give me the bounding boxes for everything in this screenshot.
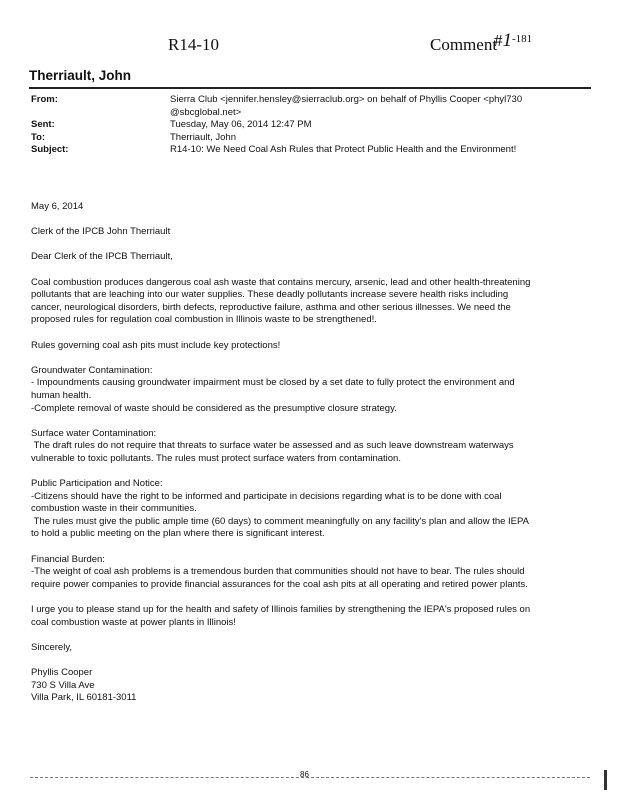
subject-value: R14-10: We Need Coal Ash Rules that Protect Public Health and the Environment! (170, 144, 517, 156)
comment-number-rest: -181 (512, 33, 533, 45)
from-value-line: Sierra Club <jennifer.hensley@sierraclub.org> on behalf of Phyllis Cooper <phyl730 (170, 94, 523, 105)
signature-block (31, 667, 587, 705)
subject-label: Subject: (31, 144, 69, 156)
letter-body (31, 201, 587, 705)
subject-row (31, 144, 591, 157)
to-value: Therriault, John (170, 131, 237, 143)
text-line: combustion waste in their communities. (31, 503, 197, 515)
text-line: -The weight of coal ash problems is a tremendous burden that communities should not have to bear. The rules should (31, 566, 525, 578)
signoff: Sincerely, (31, 641, 73, 653)
section-heading: Public Participation and Notice: (31, 478, 163, 490)
text-line: - Impoundments causing groundwater impairment must be closed by a set date to fully protect the environment and (31, 377, 515, 389)
section-participation (31, 478, 587, 541)
paragraph-intro (31, 277, 587, 327)
text-line: pollutants that are leaching into our water supplies. These deadly pollutants increase severe health risks including (31, 289, 509, 301)
footer-divider (30, 777, 590, 779)
comment-number (494, 30, 532, 52)
text-line: proposed rules for regulation coal combustion in Illinois waste to be strengthened!. (31, 314, 377, 326)
comment-number-handwritten: 1 (502, 30, 512, 51)
recipient-name: Therriault, John (29, 68, 132, 83)
email-metadata (31, 94, 591, 157)
text-line: -Complete removal of waste should be considered as the presumptive closure strategy. (31, 402, 397, 414)
section-heading: Groundwater Contamination: (31, 364, 153, 376)
section-groundwater (31, 365, 587, 415)
comment-label: Comment (430, 35, 498, 54)
text-line: The draft rules do not require that threats to surface water be assessed and as such leave downstream waterways (31, 440, 514, 452)
section-financial (31, 554, 587, 592)
sender-street: 730 S Villa Ave (31, 679, 95, 691)
section-surface-water (31, 428, 587, 466)
docket-number: R14-10 (168, 35, 219, 54)
text-line: -Citizens should have the right to be informed and participate in decisions regarding what is to be done with coal (31, 490, 502, 502)
from-value (170, 94, 591, 119)
text-line: to hold a public meeting on the plan where there is significant interest. (31, 528, 325, 540)
text-line: human health. (31, 389, 92, 401)
sender-city: Villa Park, IL 60181-3011 (31, 692, 137, 704)
sent-label: Sent: (31, 119, 55, 131)
text-line: require power companies to provide financial assurances for the coal ash pits at all operating and retired power plants. (31, 578, 528, 590)
to-row (31, 132, 591, 145)
paragraph-closing (31, 604, 587, 629)
text-line: coal combustion waste at power plants in Illinois! (31, 616, 236, 628)
page-number: 86 (300, 770, 309, 779)
sent-row (31, 119, 591, 132)
scan-artifact (604, 770, 607, 790)
letter-addressee: Clerk of the IPCB John Therriault (31, 226, 171, 238)
section-heading: Surface water Contamination: (31, 427, 157, 439)
letter-salutation: Dear Clerk of the IPCB Therriault, (31, 251, 173, 263)
letter-date: May 6, 2014 (31, 201, 84, 212)
from-value-line: @sbcglobal.net> (170, 106, 242, 118)
text-line: cancer, neurological disorders, birth defects, reproductive failure, asthma and other serious illnesses. We need the (31, 301, 511, 313)
section-heading: Financial Burden: (31, 553, 105, 565)
text-line: The rules must give the public ample time (60 days) to comment meaningfully on any facility's plan and allow the IEPA (31, 515, 529, 527)
to-label: To: (31, 131, 46, 143)
header-divider (29, 87, 591, 89)
text-line: I urge you to please stand up for the health and safety of Illinois families by strengthening the IEPA's proposed rules on (31, 604, 531, 615)
text-line: Coal combustion produces dangerous coal ash waste that contains mercury, arsenic, lead and other health-threatening (31, 276, 531, 288)
from-row (31, 94, 591, 119)
from-label: From: (31, 94, 58, 105)
sender-name: Phyllis Cooper (31, 666, 93, 678)
sent-value: Tuesday, May 06, 2014 12:47 PM (170, 119, 312, 131)
comment-number-prefix: # (494, 31, 503, 50)
text-line: vulnerable to toxic pollutants. The rules must protect surface waters from contamination. (31, 452, 401, 464)
paragraph-protections: Rules governing coal ash pits must include key protections! (31, 339, 281, 351)
